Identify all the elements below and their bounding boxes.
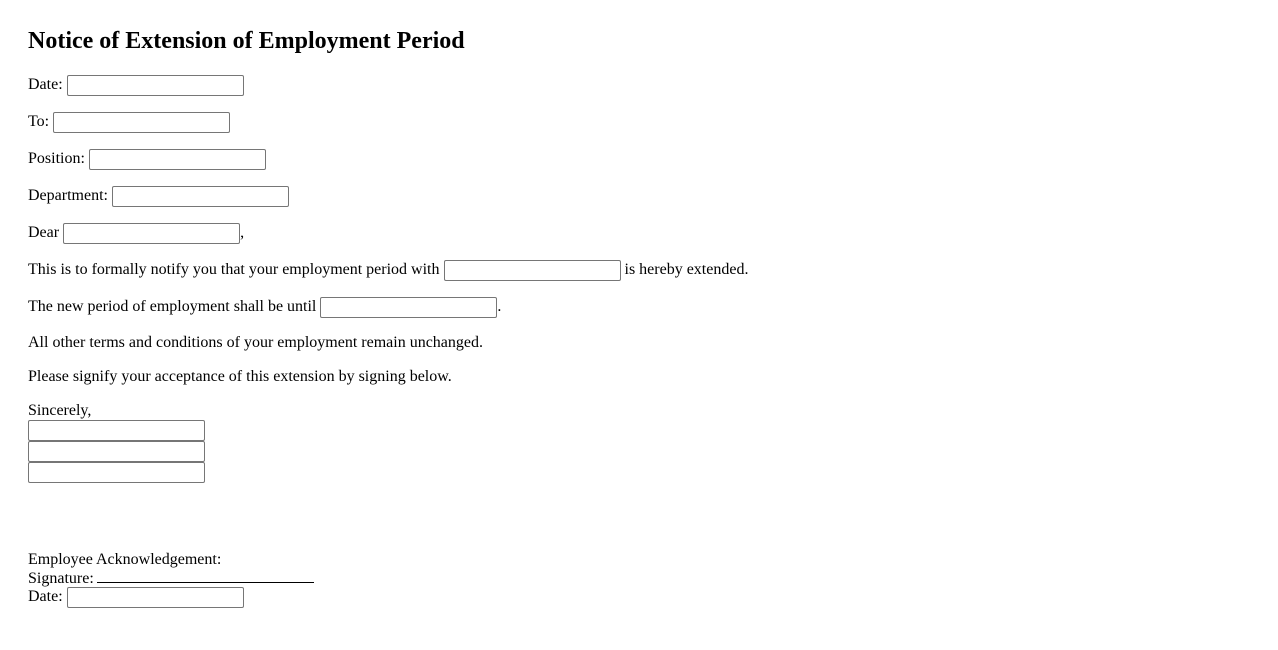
to-row — [28, 111, 234, 133]
sender-name-input[interactable] — [28, 420, 205, 441]
unchanged-paragraph: All other terms and conditions of your employment remain unchanged. — [28, 334, 483, 351]
sender-company-input[interactable] — [28, 462, 205, 483]
sender-title-input[interactable] — [28, 441, 205, 462]
ack-date-input[interactable] — [67, 587, 244, 608]
recipient-name-input[interactable] — [63, 223, 240, 244]
new-period-row — [28, 296, 501, 318]
ack-date-row — [28, 586, 248, 608]
to-input[interactable] — [53, 112, 230, 133]
department-row — [28, 185, 293, 207]
department-label: Department: — [28, 187, 108, 204]
signify-paragraph: Please signify your acceptance of this extension by signing below. — [28, 368, 452, 385]
notify-suffix-text: is hereby extended. — [624, 261, 749, 278]
sender-fields — [28, 420, 205, 483]
position-input[interactable] — [89, 149, 266, 170]
salutation-row — [28, 222, 244, 244]
position-label: Position: — [28, 150, 85, 167]
employer-name-input[interactable] — [444, 260, 621, 281]
department-input[interactable] — [112, 186, 289, 207]
acknowledgement-heading: Employee Acknowledgement: — [28, 551, 222, 568]
end-date-input[interactable] — [320, 297, 497, 318]
page-title: Notice of Extension of Employment Period — [28, 28, 465, 54]
date-row — [28, 74, 248, 96]
notify-text: This is to formally notify you that your employment period with — [28, 261, 440, 278]
signature-label: Signature: — [28, 570, 94, 587]
signature-line — [97, 569, 314, 583]
dear-label: Dear — [28, 224, 60, 241]
position-row — [28, 148, 270, 170]
notice-document — [28, 0, 1278, 650]
to-label: To: — [28, 113, 50, 130]
date-label: Date: — [28, 76, 63, 93]
salutation-comma: , — [240, 224, 245, 241]
date-input[interactable] — [67, 75, 244, 96]
notify-row — [28, 259, 748, 281]
ack-date-label: Date: — [28, 588, 63, 605]
new-period-period: . — [497, 298, 502, 315]
closing-sincerely: Sincerely, — [28, 402, 92, 419]
new-period-text: The new period of employment shall be until — [28, 298, 317, 315]
